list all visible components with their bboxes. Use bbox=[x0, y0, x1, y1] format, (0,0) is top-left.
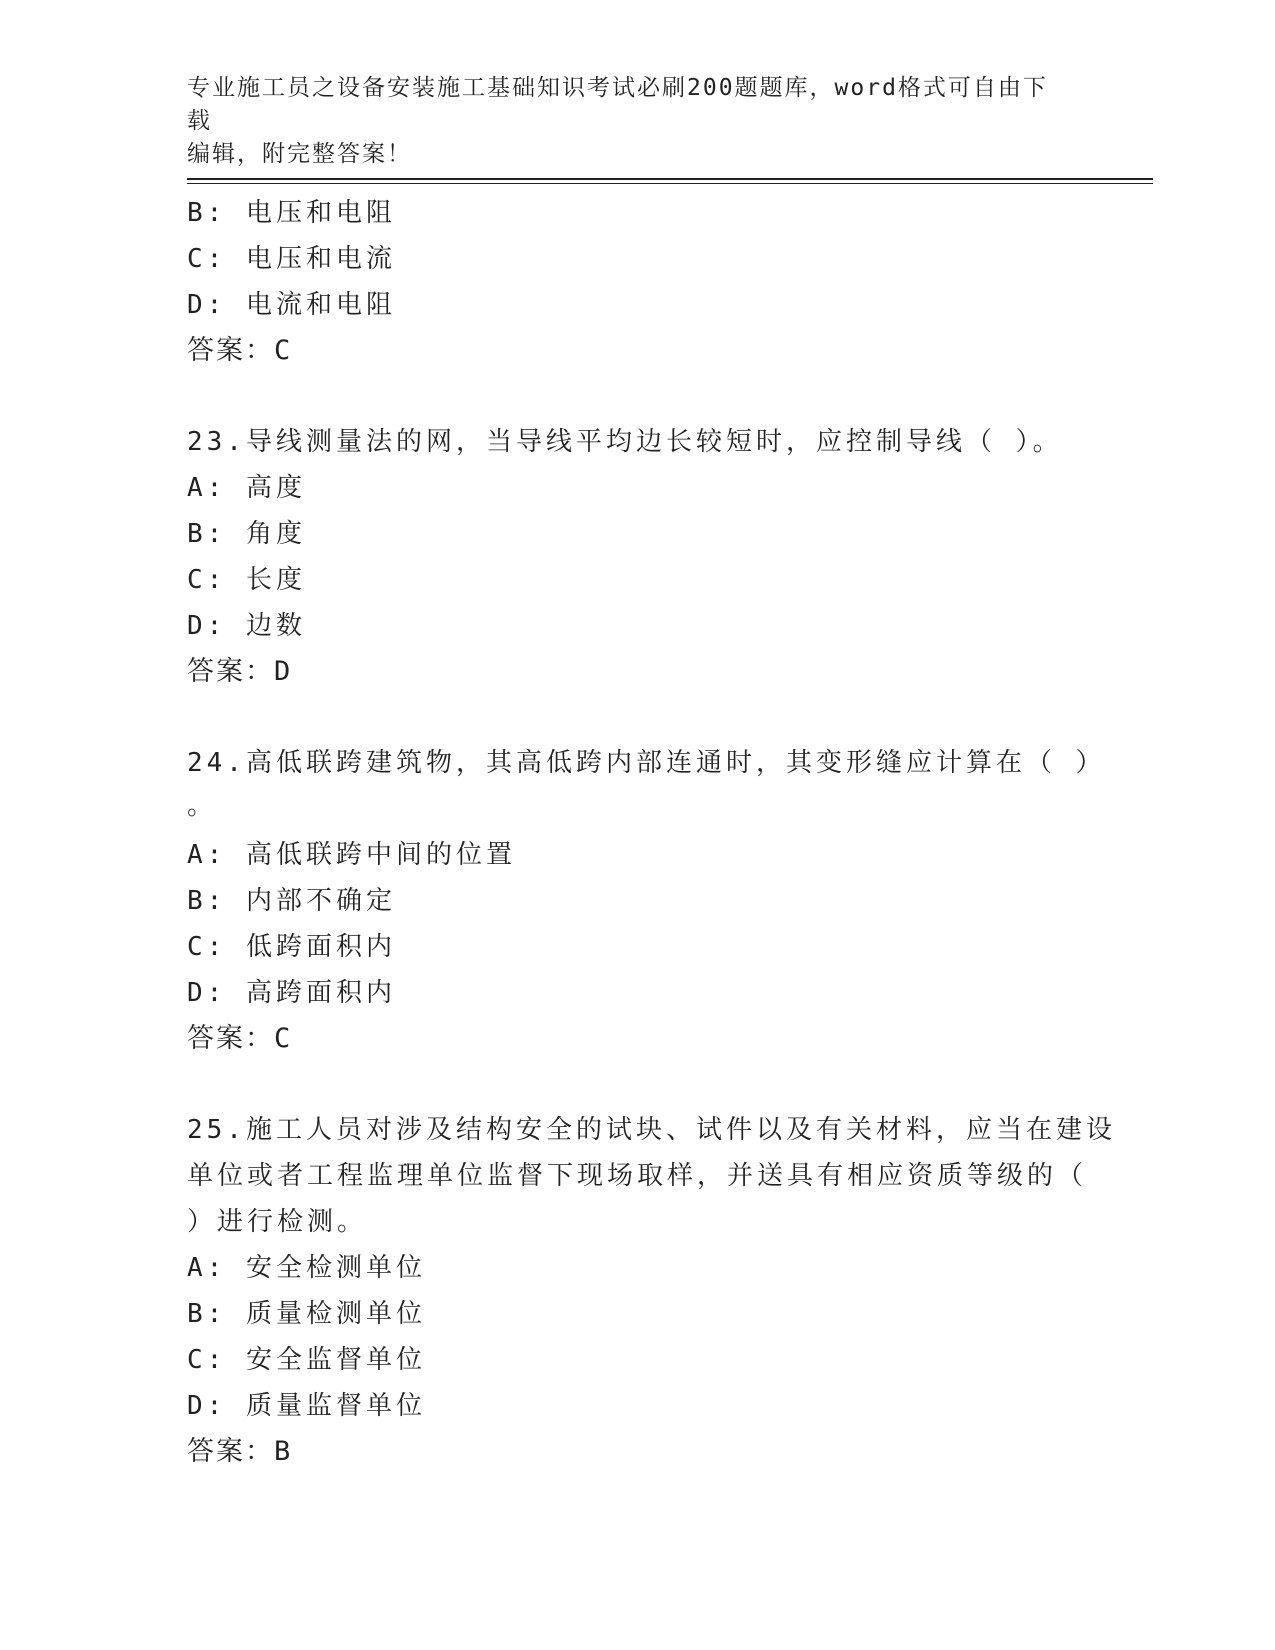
option-c: C: 电压和电流 bbox=[187, 244, 396, 274]
option-d: D: 电流和电阻 bbox=[187, 290, 396, 320]
spacer bbox=[187, 374, 1087, 419]
option-c: C: 低跨面积内 bbox=[187, 932, 396, 962]
option-a: A: 高度 bbox=[187, 473, 306, 503]
answer-line: 答案：B bbox=[187, 1436, 293, 1467]
header-line-1: 专业施工员之设备安装施工基础知识考试必刷200题题库，word格式可自由下载 bbox=[187, 75, 1048, 134]
spacer bbox=[187, 695, 1087, 740]
option-b: B: 电压和电阻 bbox=[187, 198, 396, 228]
option-a: A: 高低联跨中间的位置 bbox=[187, 840, 516, 870]
option-d: D: 质量监督单位 bbox=[187, 1391, 426, 1421]
document-header bbox=[187, 72, 1067, 171]
question-text: 24.高低联跨建筑物，其高低跨内部连通时，其变形缝应计算在（ ） bbox=[187, 748, 1106, 778]
header-rule-thin bbox=[187, 183, 1153, 184]
question-24 bbox=[187, 740, 1106, 1062]
spacer bbox=[187, 1062, 1087, 1107]
header-line-2: 编辑，附完整答案！ bbox=[187, 141, 412, 167]
question-text: 25.施工人员对涉及结构安全的试块、试件以及有关材料，应当在建设 bbox=[187, 1115, 1116, 1145]
option-c: C: 长度 bbox=[187, 565, 306, 595]
question-23 bbox=[187, 419, 1087, 695]
question-text-continued: 单位或者工程监理单位监督下现场取样，并送具有相应资质等级的（ bbox=[187, 1161, 1088, 1191]
question-text-continued: 。 bbox=[187, 791, 218, 821]
answer-line: 答案：C bbox=[187, 1023, 293, 1054]
option-d: D: 高跨面积内 bbox=[187, 978, 396, 1008]
option-d: D: 边数 bbox=[187, 611, 306, 641]
question-text: 23.导线测量法的网，当导线平均边长较短时，应控制导线（ ）。 bbox=[187, 427, 1063, 457]
header-rule-thick bbox=[187, 178, 1153, 180]
answer-line: 答案：D bbox=[187, 656, 293, 687]
option-c: C: 安全监督单位 bbox=[187, 1345, 426, 1375]
question-25 bbox=[187, 1107, 1116, 1475]
question-list bbox=[187, 190, 1116, 1475]
option-b: B: 角度 bbox=[187, 519, 306, 549]
answer-line: 答案：C bbox=[187, 335, 293, 366]
prev-question-block bbox=[187, 190, 1087, 374]
option-a: A: 安全检测单位 bbox=[187, 1253, 426, 1283]
question-text-continued: ）进行检测。 bbox=[187, 1207, 368, 1237]
option-b: B: 质量检测单位 bbox=[187, 1299, 426, 1329]
option-b: B: 内部不确定 bbox=[187, 886, 396, 916]
